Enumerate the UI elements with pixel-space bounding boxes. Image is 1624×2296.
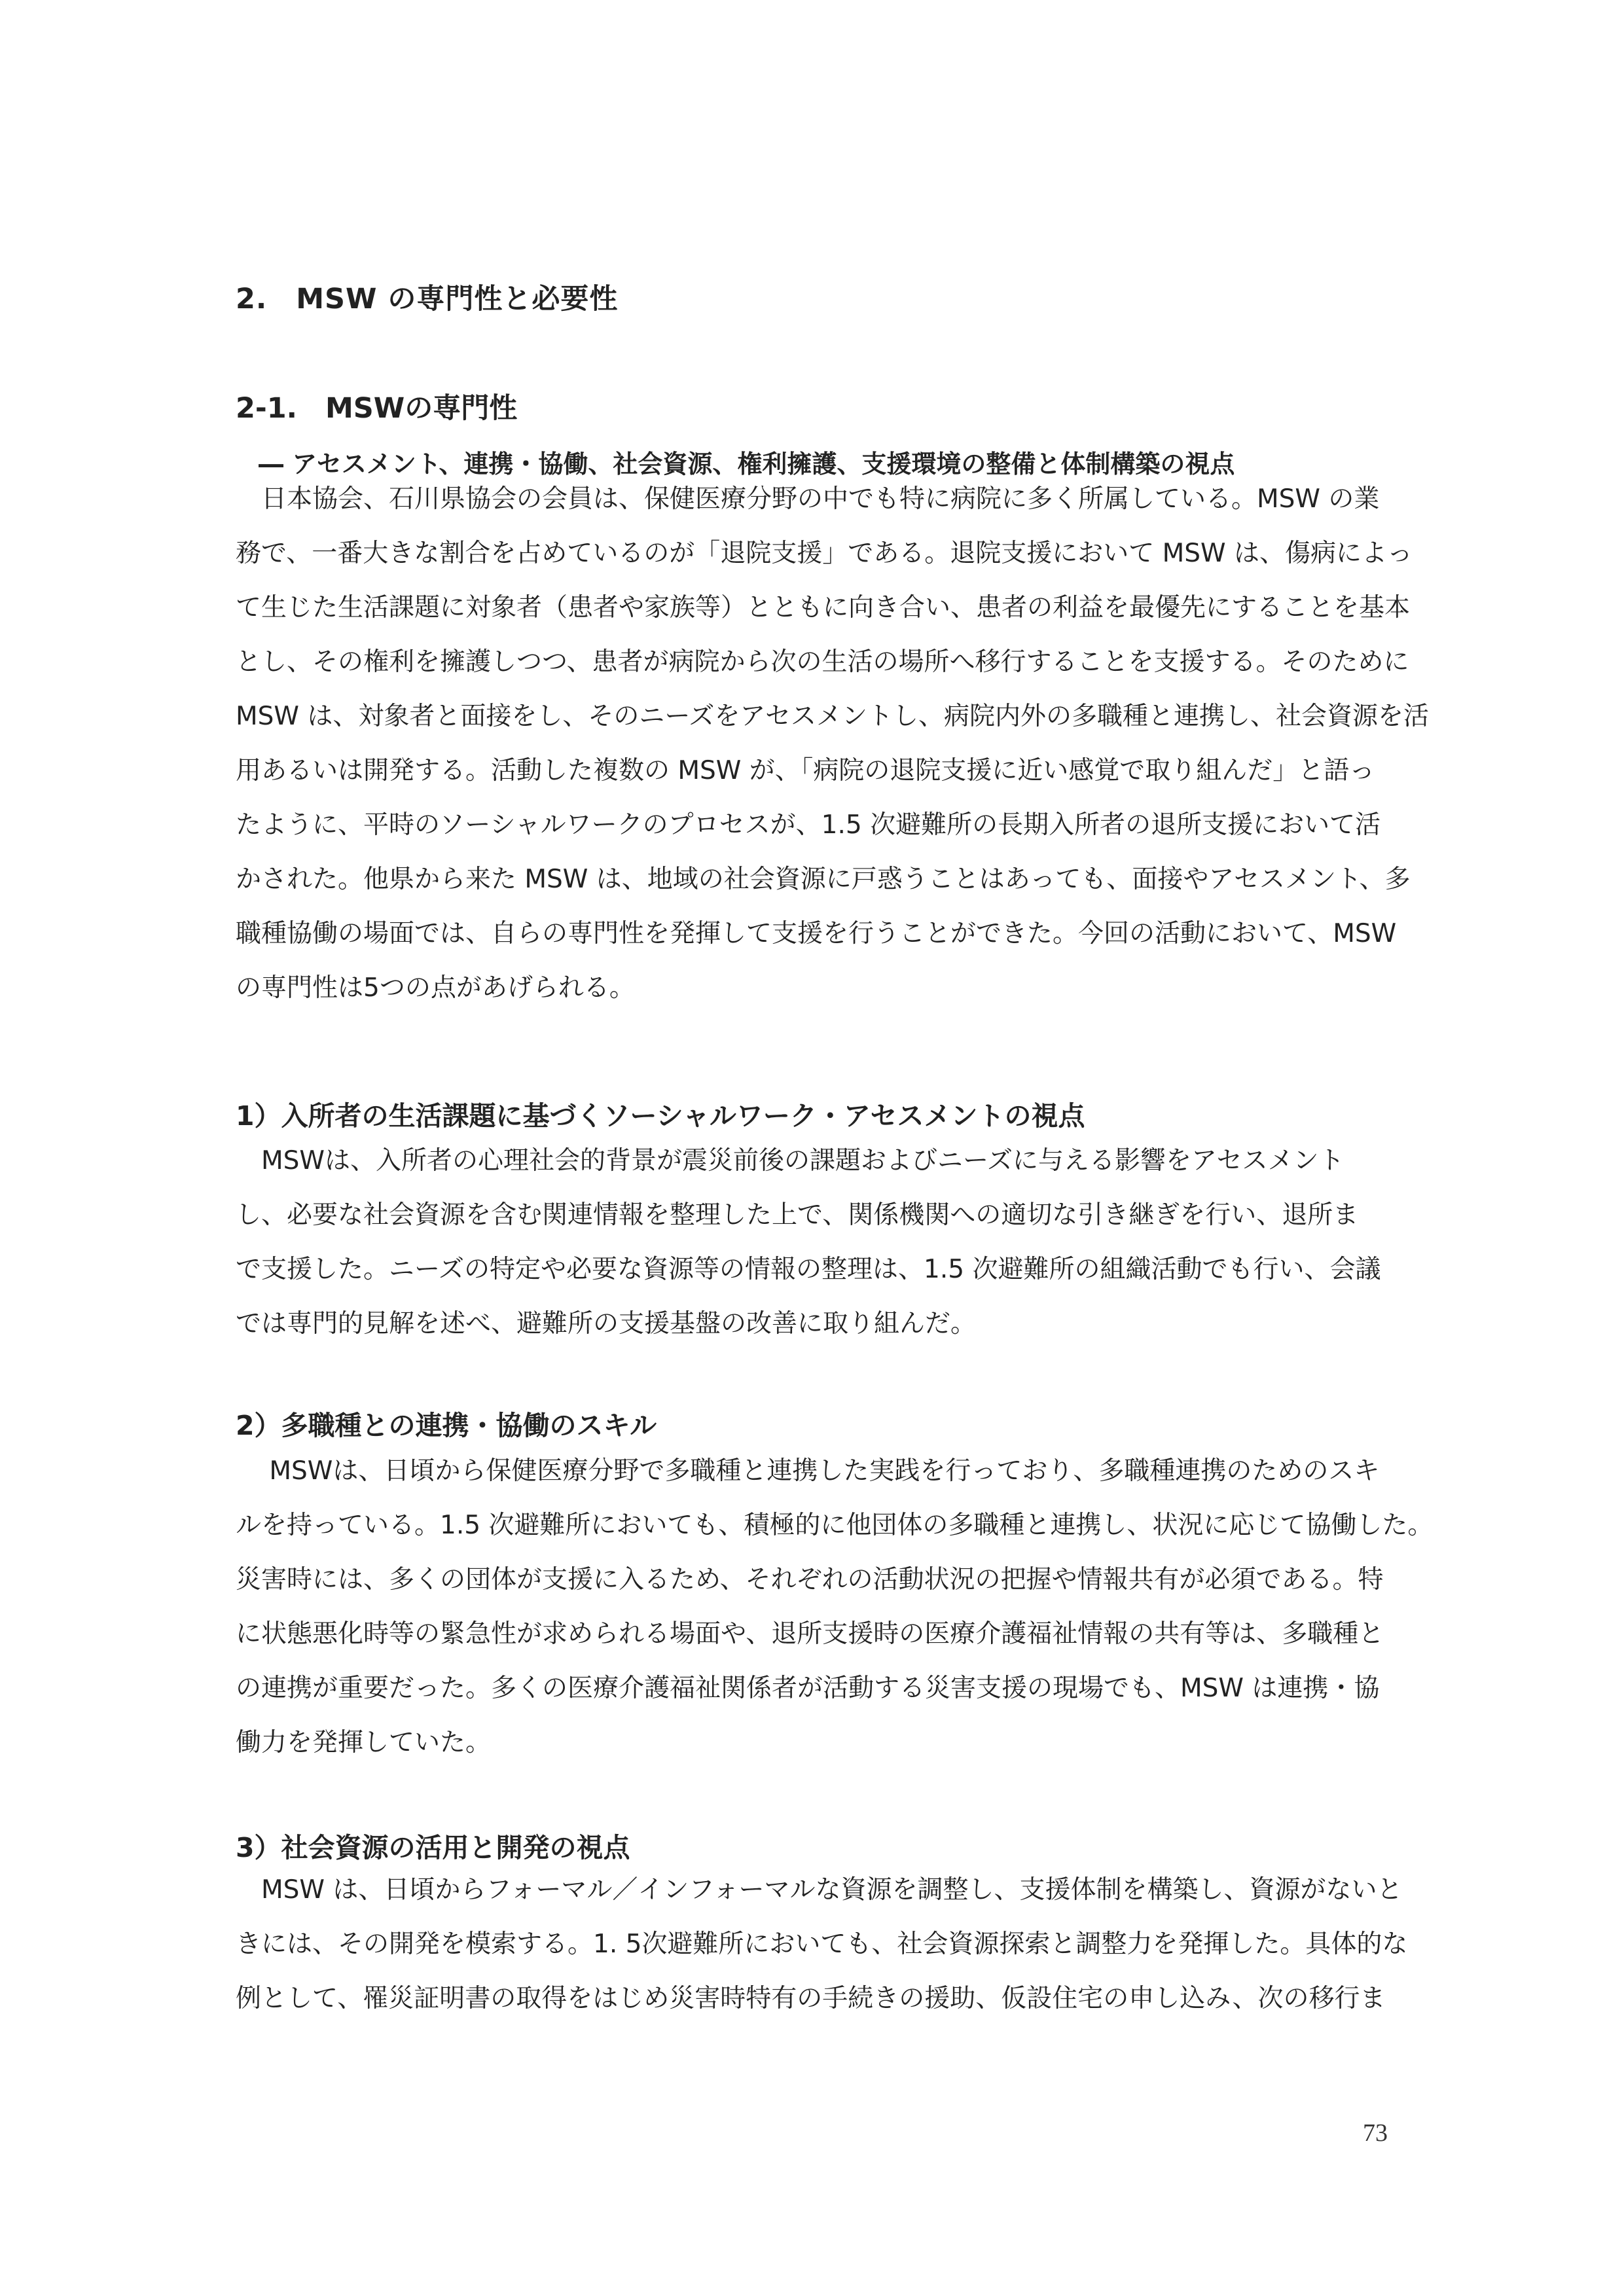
paragraph-line: かされた。他県から来た MSW は、地域の社会資源に戸惑うことはあっても、面接やアセスメント、多 xyxy=(236,865,1411,894)
paragraph-line: たように、平時のソーシャルワークのプロセスが、1.5 次避難所の長期入所者の退所支援において活 xyxy=(236,810,1381,840)
section-3-heading: 3）社会資源の活用と開発の視点 xyxy=(236,1832,630,1863)
paragraph-line: 災害時には、多くの団体が支援に入るため、それぞれの活動状況の把握や情報共有が必須である。特 xyxy=(236,1565,1384,1594)
paragraph-line: では専門的見解を述べ、避難所の支援基盤の改善に取り組んだ。 xyxy=(236,1309,977,1338)
section-3-paragraph xyxy=(236,1863,1407,2026)
paragraph-line: 働力を発揮していた。 xyxy=(236,1728,492,1757)
paragraph-line: 職種協働の場面では、自らの専門性を発揮して支援を行うことができた。今回の活動において、MSW xyxy=(236,919,1397,948)
paragraph-line: MSW は、対象者と面接をし、そのニーズをアセスメントし、病院内外の多職種と連携し、社会資源を活 xyxy=(236,702,1430,731)
page-number: 73 xyxy=(1363,2119,1388,2147)
paragraph-line: MSWは、日頃から保健医療分野で多職種と連携した実践を行っており、多職種連携のためのスキ xyxy=(236,1456,1380,1486)
paragraph-line: きには、その開発を模索する。1. 5次避難所においても、社会資源探索と調整力を発揮した。具体的な xyxy=(236,1929,1408,1959)
paragraph-line: 日本協会、石川県協会の会員は、保健医療分野の中でも特に病院に多く所属している。MSW の業 xyxy=(236,484,1380,514)
section-1-paragraph xyxy=(236,1134,1380,1351)
section-2-heading: 2）多職種との連携・協働のスキル xyxy=(236,1410,657,1441)
paragraph-line: MSWは、入所者の心理社会的背景が震災前後の課題およびニーズに与える影響をアセスメント xyxy=(236,1146,1344,1175)
paragraph-line: で支援した。ニーズの特定や必要な資源等の情報の整理は、1.5 次避難所の組織活動でも行い、会議 xyxy=(236,1255,1381,1284)
paragraph-line: 用あるいは開発する。活動した複数の MSW が、「病院の退院支援に近い感覚で取り組んだ」と語っ xyxy=(236,756,1375,785)
paragraph-line: とし、その権利を擁護しつつ、患者が病院から次の生活の場所へ移行することを支援する。そのために xyxy=(236,647,1409,677)
section-heading: 2. MSW の専門性と必要性 xyxy=(236,283,619,315)
paragraph-line: ルを持っている。1.5 次避難所においても、積極的に他団体の多職種と連携し、状況に応じて協働した。 xyxy=(236,1511,1434,1540)
section-1-heading: 1）入所者の生活課題に基づくソーシャルワーク・アセスメントの視点 xyxy=(236,1100,1085,1132)
paragraph-line: に状態悪化時等の緊急性が求められる場面や、退所支援時の医療介護福祉情報の共有等は、多職種と xyxy=(236,1619,1384,1649)
intro-paragraph xyxy=(236,472,1429,1015)
paragraph-line: 務で、一番大きな割合を占めているのが「退院支援」である。退院支援において MSW は、傷病によっ xyxy=(236,539,1413,568)
paragraph-line: の連携が重要だった。多くの医療介護福祉関係者が活動する災害支援の現場でも、MSW は連携・協 xyxy=(236,1674,1380,1703)
section-2-paragraph xyxy=(236,1444,1433,1770)
paragraph-line: MSW は、日頃からフォーマル／インフォーマルな資源を調整し、支援体制を構築し、資源がないと xyxy=(236,1875,1403,1905)
subsection-subtitle: ― アセスメント、連携・協働、社会資源、権利擁護、支援環境の整備と体制構築の視点 xyxy=(259,450,1235,478)
subsection-heading: 2-1. MSWの専門性 xyxy=(236,392,518,425)
paragraph-line: し、必要な社会資源を含む関連情報を整理した上で、関係機関への適切な引き継ぎを行い、退所ま xyxy=(236,1200,1359,1230)
paragraph-line: 例として、罹災証明書の取得をはじめ災害時特有の手続きの援助、仮設住宅の申し込み、次の移行ま xyxy=(236,1984,1386,2013)
paragraph-line: て生じた生活課題に対象者（患者や家族等）とともに向き合い、患者の利益を最優先にすることを基本 xyxy=(236,593,1411,622)
paragraph-line: の専門性は5つの点があげられる。 xyxy=(236,973,635,1003)
